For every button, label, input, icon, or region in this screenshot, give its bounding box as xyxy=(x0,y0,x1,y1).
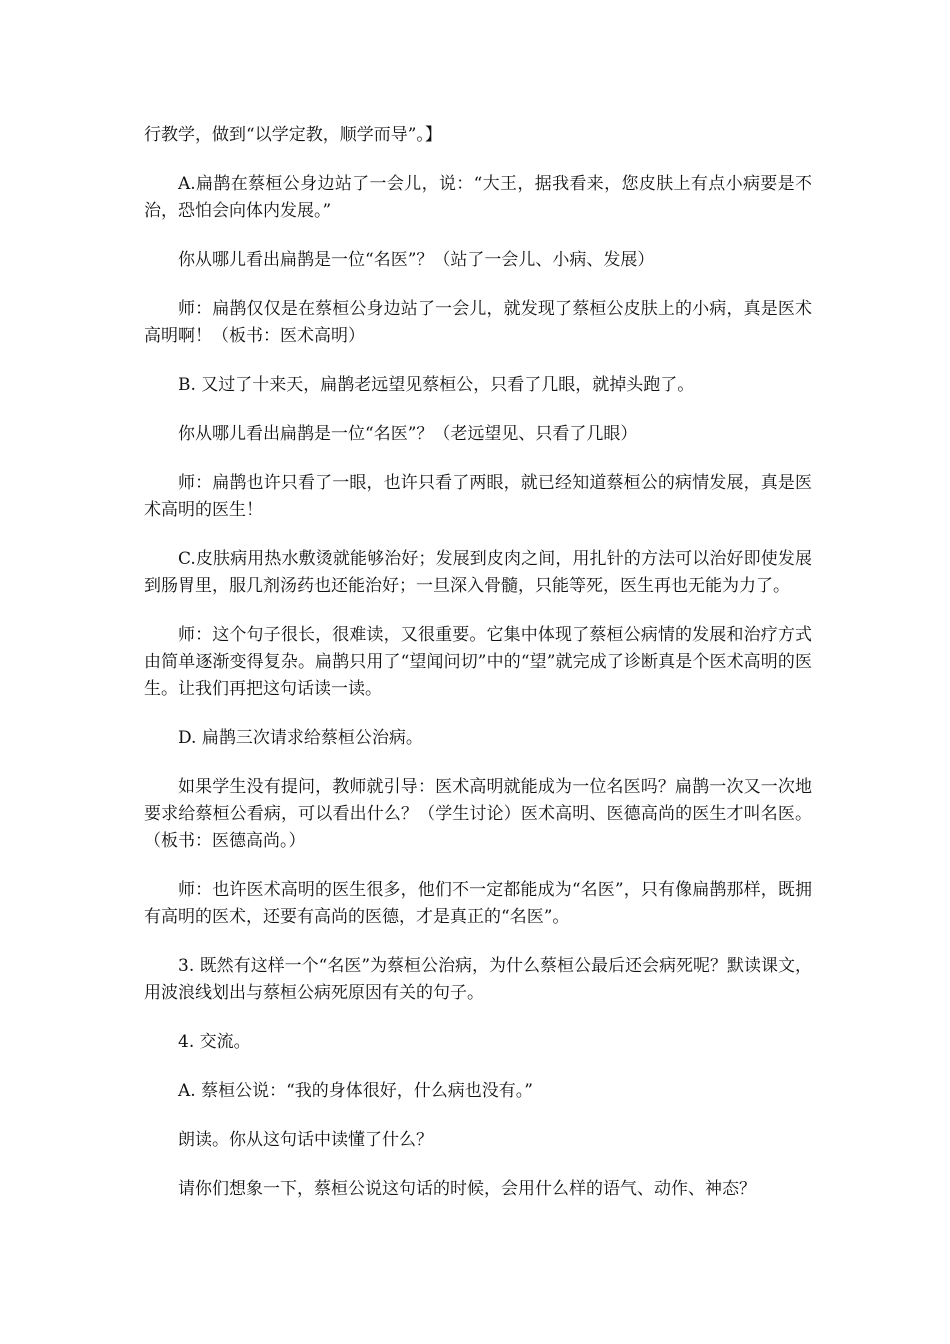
paragraph-question-b: 你从哪儿看出扁鹊是一位“名医”？（老远望见、只看了几眼） xyxy=(178,424,638,444)
paragraph-question-a: 你从哪儿看出扁鹊是一位“名医”？（站了一会儿、小病、发展） xyxy=(178,250,655,270)
paragraph-step-4: 4. 交流。 xyxy=(178,1032,251,1052)
paragraph-quote-a: A. 蔡桓公说：“我的身体很好，什么病也没有。” xyxy=(178,1081,533,1101)
paragraph-teacher-b: 师：扁鹊也许只看了一眼，也许只看了两眼，就已经知道蔡桓公的病情发展，真是医术高明的医生！ xyxy=(144,473,812,520)
paragraph-guidance: 如果学生没有提问，教师就引导：医术高明就能成为一位名医吗？扁鹊一次又一次地要求给蔡桓公看病，可以看出什么？（学生讨论）医术高明、医德高尚的医生才叫名医。（板书：医德高尚。） xyxy=(144,777,812,851)
paragraph-continuation: 行教学，做到“以学定教，顺学而导”。】 xyxy=(144,125,442,145)
paragraph-example-a: A.扁鹊在蔡桓公身边站了一会儿，说：“大王，据我看来，您皮肤上有点小病要是不治，恐怕会向体内发展。” xyxy=(144,174,812,221)
paragraph-step-3: 3. 既然有这样一个“名医”为蔡桓公治病，为什么蔡桓公最后还会病死呢？默读课文，用波浪线划出与蔡桓公病死原因有关的句子。 xyxy=(144,956,813,1003)
paragraph-example-b: B. 又过了十来天，扁鹊老远望见蔡桓公，只看了几眼，就掉头跑了。 xyxy=(178,375,695,395)
document-body xyxy=(144,122,812,1225)
paragraph-teacher-d: 师：也许医术高明的医生很多，他们不一定都能成为“名医”，只有像扁鹊那样，既拥有高明的医术，还要有高尚的医德，才是真正的“名医”。 xyxy=(144,880,812,927)
paragraph-reading: 朗读。你从这句话中读懂了什么？ xyxy=(178,1130,433,1150)
paragraph-example-d: D. 扁鹊三次请求给蔡桓公治病。 xyxy=(178,728,423,748)
paragraph-example-c: C.皮肤病用热水敷烫就能够治好；发展到皮肉之间，用扎针的方法可以治好即使发展到肠胃里，服几剂汤药也还能治好；一旦深入骨髓，只能等死，医生再也无能为力了。 xyxy=(144,549,812,596)
paragraph-imagine: 请你们想象一下，蔡桓公说这句话的时候，会用什么样的语气、动作、神态？ xyxy=(178,1179,756,1199)
paragraph-teacher-a: 师：扁鹊仅仅是在蔡桓公身边站了一会儿，就发现了蔡桓公皮肤上的小病，真是医术高明啊！（板书：医术高明） xyxy=(144,299,812,346)
paragraph-teacher-c: 师：这个句子很长，很难读，又很重要。它集中体现了蔡桓公病情的发展和治疗方式由简单逐渐变得复杂。扁鹊只用了“望闻问切”中的“望”就完成了诊断真是个医术高明的医生。让我们再把这句话读一读。 xyxy=(144,625,812,699)
